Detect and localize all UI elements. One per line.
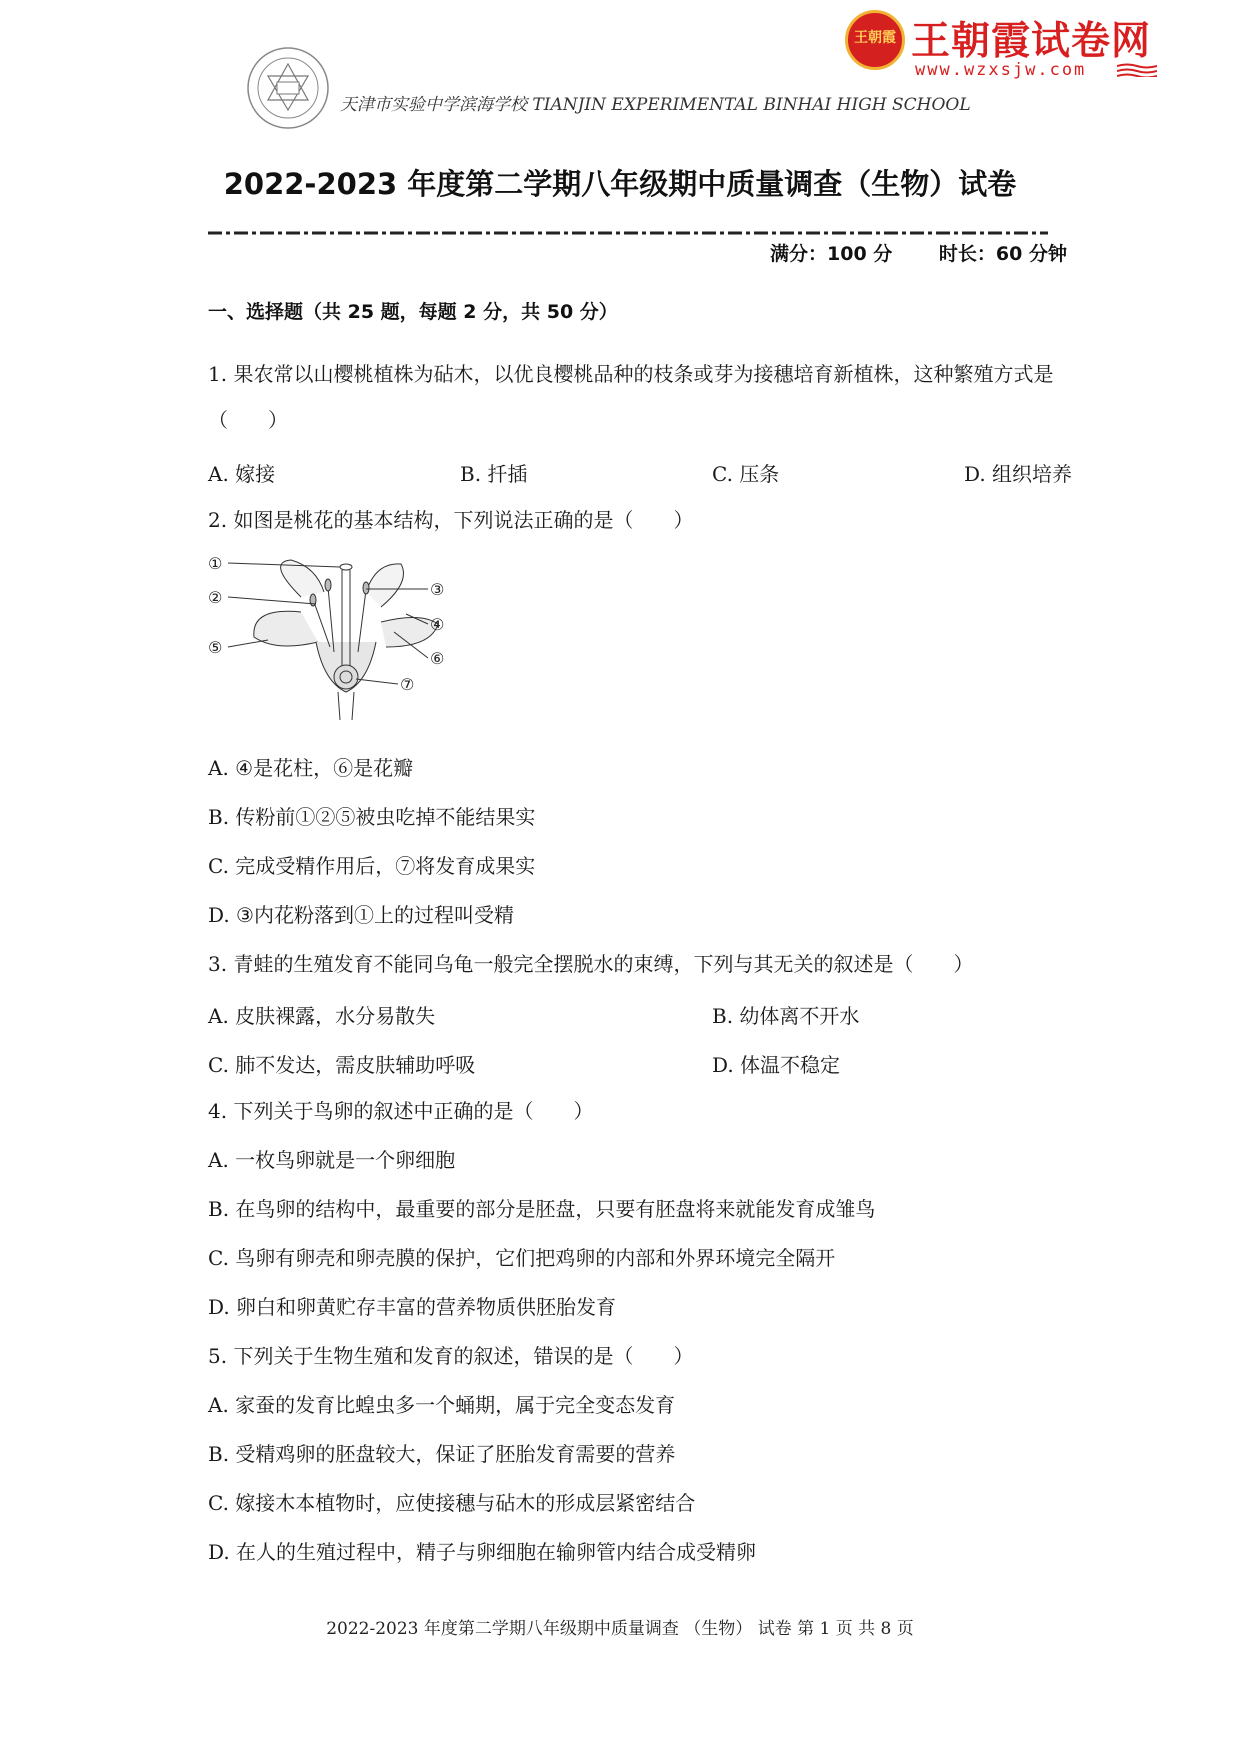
question-1-stem: 1. 果农常以山樱桃植株为砧木，以优良樱桃品种的枝条或芽为接穗培育新植株，这种繁殖方式是 <box>208 362 1054 386</box>
question-5-option-a: A. 家蚕的发育比蝗虫多一个蛹期，属于完全变态发育 <box>208 1393 676 1417</box>
question-3-option-a: A. 皮肤裸露，水分易散失 <box>208 1004 436 1028</box>
question-2-stem: 2. 如图是桃花的基本结构，下列说法正确的是（ ） <box>208 508 694 532</box>
section-heading: 一、选择题（共 25 题，每题 2 分，共 50 分） <box>208 301 618 323</box>
question-5-option-b: B. 受精鸡卵的胚盘较大，保证了胚胎发育需要的营养 <box>208 1442 676 1466</box>
school-name: 天津市实验中学滨海学校 TIANJIN EXPERIMENTAL BINHAI HIGH SCHOOL <box>340 95 971 115</box>
question-2-option-d: D. ③内花粉落到①上的过程叫受精 <box>208 903 514 927</box>
brand-name: 王朝霞试卷网 <box>911 19 1152 64</box>
exam-meta <box>770 239 1107 266</box>
question-2-option-a: A. ④是花柱，⑥是花瓣 <box>208 756 414 780</box>
flower-label-7: ⑦ <box>400 675 415 694</box>
brand-header <box>845 10 1175 82</box>
question-1-stem-blank: （ ） <box>208 408 288 432</box>
flower-label-2: ② <box>208 588 223 607</box>
flower-label-4: ④ <box>430 615 445 634</box>
school-seal-icon <box>246 46 330 130</box>
question-4-option-a: A. 一枚鸟卵就是一个卵细胞 <box>208 1148 456 1172</box>
question-3-option-c: C. 肺不发达，需皮肤辅助呼吸 <box>208 1053 476 1077</box>
question-4-option-c: C. 鸟卵有卵壳和卵壳膜的保护，它们把鸡卵的内部和外界环境完全隔开 <box>208 1246 836 1270</box>
brand-logo <box>845 10 905 70</box>
question-1-option-d: D. 组织培养 <box>964 462 1073 486</box>
question-4-stem: 4. 下列关于鸟卵的叙述中正确的是（ ） <box>208 1099 594 1123</box>
duration: 时长：60 分钟 <box>938 243 1067 265</box>
brand-logo-text: 王朝霞 <box>854 30 896 46</box>
peach-flower-diagram <box>206 552 506 722</box>
question-5-stem: 5. 下列关于生物生殖和发育的叙述，错误的是（ ） <box>208 1344 694 1368</box>
question-1-option-a: A. 嫁接 <box>208 462 276 486</box>
question-5-option-d: D. 在人的生殖过程中，精子与卵细胞在输卵管内结合成受精卵 <box>208 1540 757 1564</box>
question-4-option-d: D. 卵白和卵黄贮存丰富的营养物质供胚胎发育 <box>208 1295 617 1319</box>
flower-label-3: ③ <box>430 580 445 599</box>
question-1-option-c: C. 压条 <box>712 462 780 486</box>
question-1-option-b: B. 扦插 <box>460 462 528 486</box>
question-5-option-c: C. 嫁接木本植物时，应使接穗与砧木的形成层紧密结合 <box>208 1491 696 1515</box>
brand-url: www.wzxsjw.com <box>915 60 1087 80</box>
question-2-option-c: C. 完成受精作用后，⑦将发育成果实 <box>208 854 536 878</box>
question-3-stem: 3. 青蛙的生殖发育不能同乌龟一般完全摆脱水的束缚，下列与其无关的叙述是（ ） <box>208 952 974 976</box>
flower-label-1: ① <box>208 554 223 573</box>
question-4-option-b: B. 在鸟卵的结构中，最重要的部分是胚盘，只要有胚盘将来就能发育成雏鸟 <box>208 1197 876 1221</box>
flower-label-6: ⑥ <box>430 649 445 668</box>
title-divider <box>208 230 1048 236</box>
question-2-option-b: B. 传粉前①②⑤被虫吃掉不能结果实 <box>208 805 536 829</box>
page-footer: 2022-2023 年度第二学期八年级期中质量调查 （生物） 试卷 第 1 页 共 8 页 <box>326 1619 914 1639</box>
question-3-option-d: D. 体温不稳定 <box>712 1053 841 1077</box>
question-3-option-b: B. 幼体离不开水 <box>712 1004 860 1028</box>
brand-waves-icon <box>1117 63 1157 77</box>
flower-label-5: ⑤ <box>208 638 223 657</box>
full-score: 满分：100 分 <box>770 243 893 265</box>
document-title: 2022-2023 年度第二学期八年级期中质量调查（生物）试卷 <box>223 167 1017 201</box>
